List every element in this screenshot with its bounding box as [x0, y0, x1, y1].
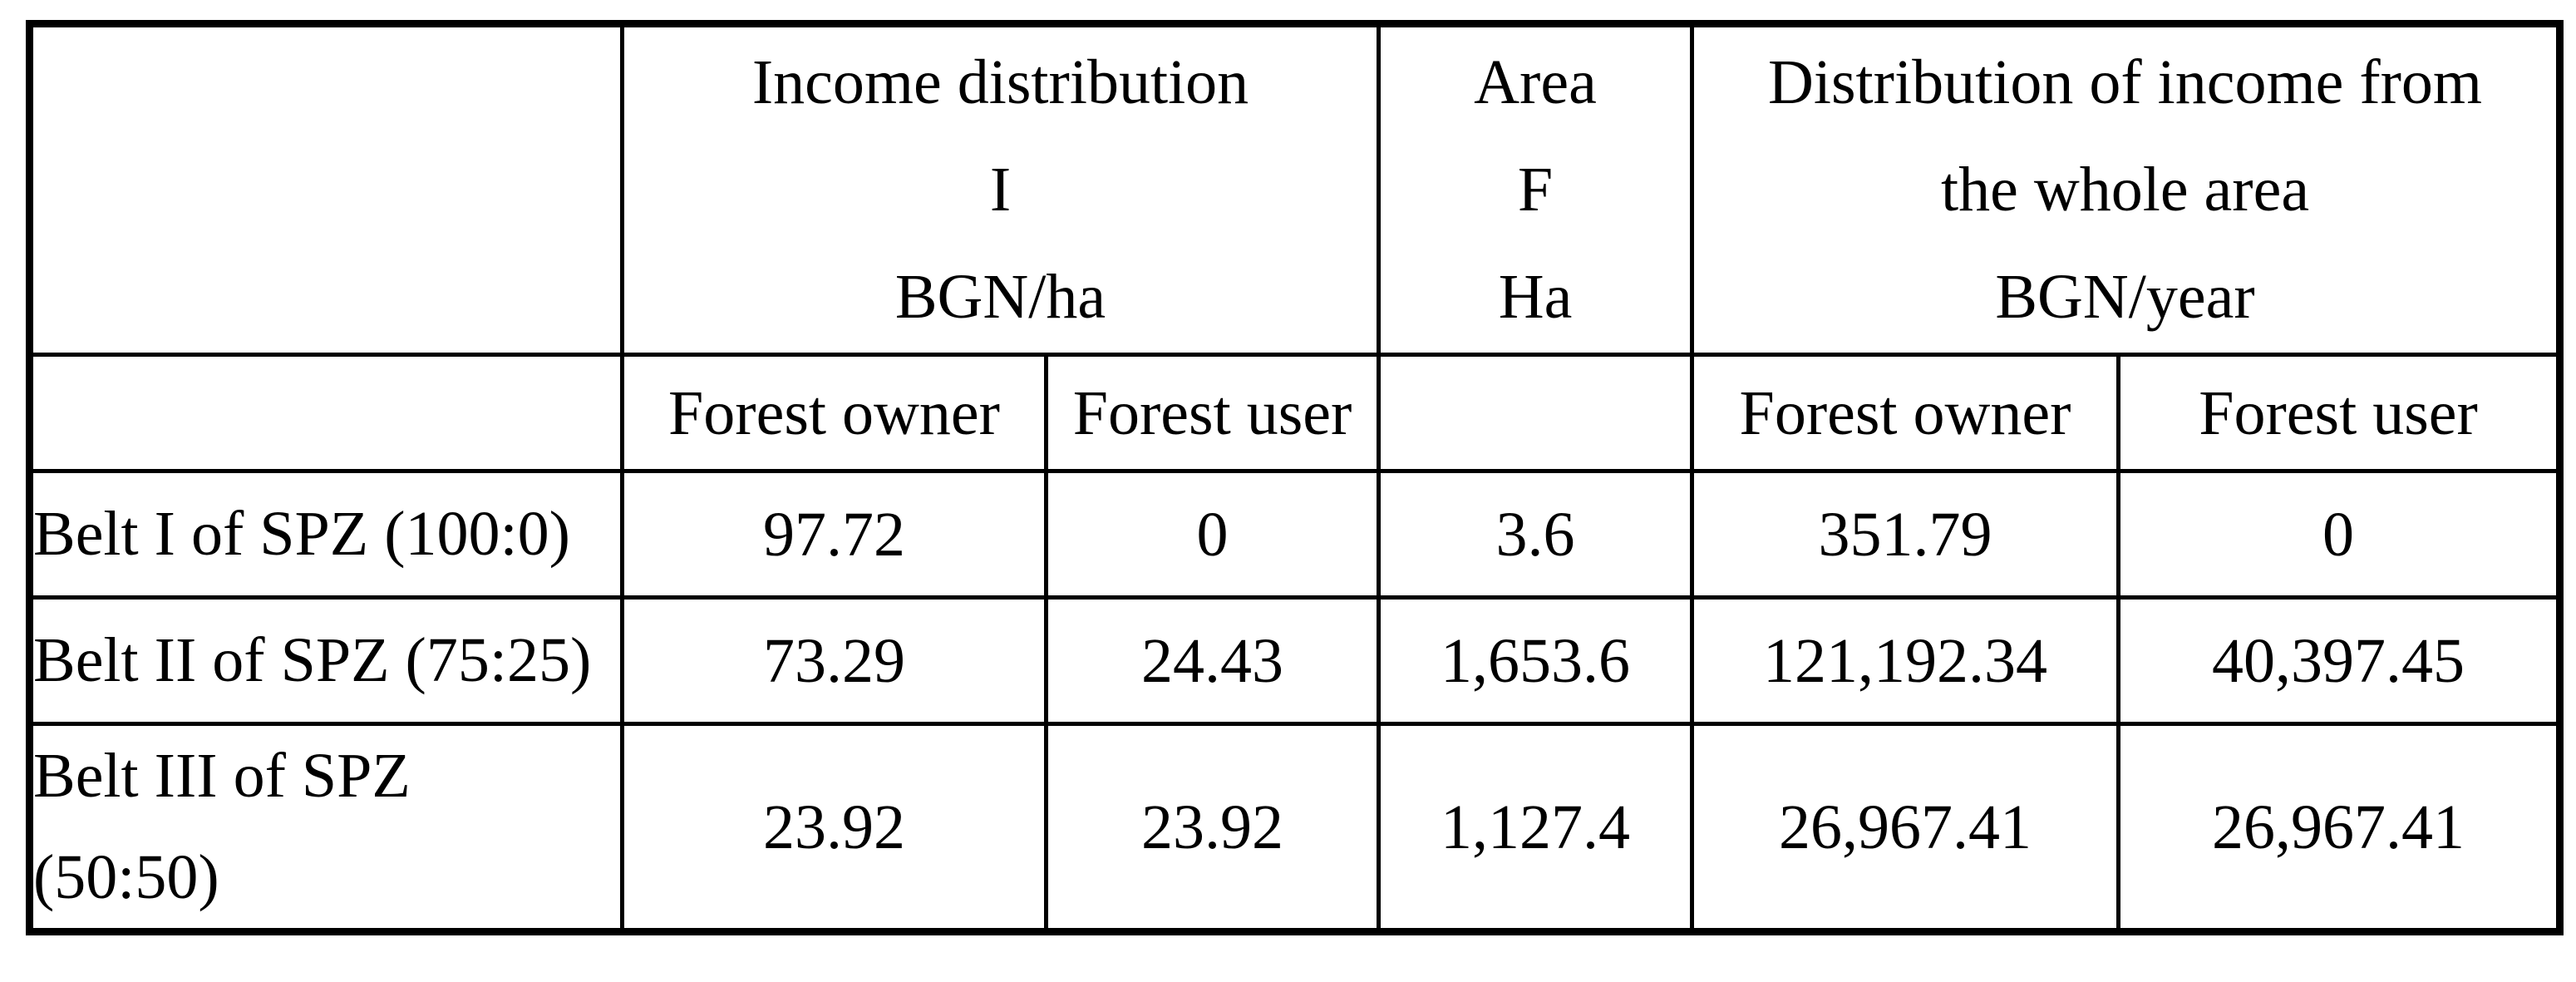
- value-cell: 0: [2119, 471, 2560, 598]
- income-distribution-table: [26, 20, 2564, 935]
- value-cell: 73.29: [623, 598, 1047, 724]
- value-cell: 40,397.45: [2119, 598, 2560, 724]
- row-label-cell: [30, 724, 623, 932]
- value-cell: 26,967.41: [2119, 724, 2560, 932]
- header-sub-row: [30, 355, 2560, 471]
- whole-area-header-cell: [1692, 24, 2560, 355]
- header-line: BGN/ha: [894, 262, 1106, 333]
- subheader-forest-owner-income: Forest owner: [623, 355, 1047, 471]
- value-cell: 26,967.41: [1692, 724, 2119, 932]
- value-cell: 97.72: [623, 471, 1047, 598]
- table-row-belt-3: [30, 724, 2560, 932]
- header-line: Area: [1474, 47, 1597, 117]
- subheader-area-empty-cell: [1379, 355, 1692, 471]
- value-cell: 0: [1047, 471, 1379, 598]
- header-line: I: [989, 154, 1012, 225]
- header-line: F: [1517, 154, 1554, 225]
- income-distribution-header-cell: [623, 24, 1379, 355]
- table-row-belt-1: [30, 471, 2560, 598]
- row-label-line: Belt II of SPZ (75:25): [33, 624, 592, 695]
- value-cell: 3.6: [1379, 471, 1692, 598]
- subheader-forest-owner-whole: Forest owner: [1692, 355, 2119, 471]
- header-line: the whole area: [1940, 154, 2310, 225]
- header-line: Ha: [1498, 262, 1573, 333]
- row-label-cell: [30, 471, 623, 598]
- value-cell: 23.92: [623, 724, 1047, 932]
- area-header-cell: [1379, 24, 1692, 355]
- subheader-forest-user-whole: Forest user: [2119, 355, 2560, 471]
- row-label-line: (50:50): [33, 841, 219, 912]
- row-label-line: Belt III of SPZ: [33, 741, 411, 811]
- value-cell: 351.79: [1692, 471, 2119, 598]
- header-line: Income distribution: [751, 47, 1249, 117]
- row-label-cell: [30, 598, 623, 724]
- value-cell: 24.43: [1047, 598, 1379, 724]
- corner-empty-cell: [30, 24, 623, 355]
- value-cell: 1,127.4: [1379, 724, 1692, 932]
- header-line: Distribution of income from: [1767, 47, 2483, 117]
- table-row-belt-2: [30, 598, 2560, 724]
- subheader-forest-user-income: Forest user: [1047, 355, 1379, 471]
- value-cell: 23.92: [1047, 724, 1379, 932]
- value-cell: 121,192.34: [1692, 598, 2119, 724]
- value-cell: 1,653.6: [1379, 598, 1692, 724]
- subheader-empty-cell: [30, 355, 623, 471]
- header-line: BGN/year: [1995, 262, 2255, 333]
- row-label-line: Belt I of SPZ (100:0): [33, 498, 570, 569]
- header-group-row: [30, 24, 2560, 355]
